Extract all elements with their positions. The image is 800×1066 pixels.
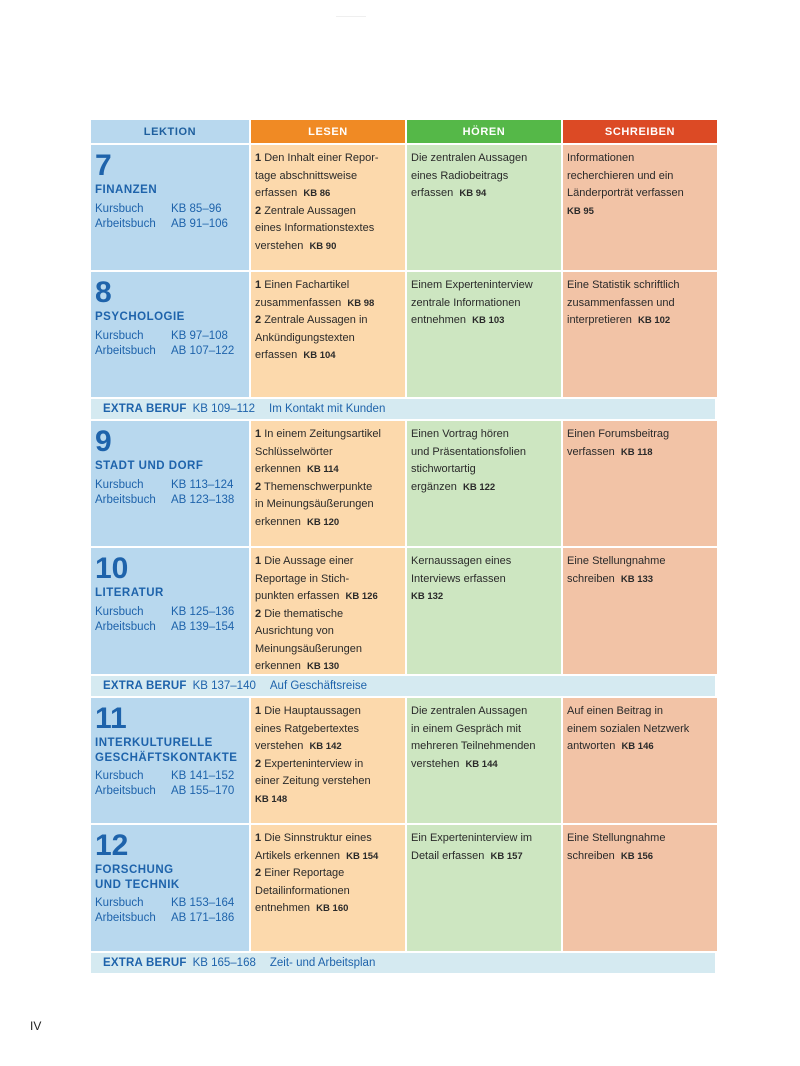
arbeitsbuch-ref <box>95 493 245 508</box>
kb-reference: KB 157 <box>490 850 523 862</box>
text-line: Eine Stellungnahme <box>567 832 666 844</box>
kursbuch-pages: KB 85–96 <box>171 202 222 215</box>
hoeren-cell <box>407 145 561 270</box>
lesson-row <box>91 145 715 270</box>
extra-label: EXTRA BERUF <box>103 403 187 415</box>
kb-reference: KB 130 <box>307 661 340 672</box>
lesen-cell <box>251 145 405 270</box>
arbeitsbuch-pages: AB 139–154 <box>171 620 235 633</box>
extra-topic: Auf Geschäftsreise <box>269 680 368 692</box>
text-line: Ein Experteninterview im <box>411 832 533 844</box>
text-line: Meinungsäußerungen <box>255 642 363 655</box>
text-line: Zentrale Aussagen <box>264 204 356 217</box>
arbeitsbuch-label: Arbeitsbuch <box>95 620 156 633</box>
arbeitsbuch-ref <box>95 620 245 635</box>
text-line: PSYCHOLOGIE <box>95 311 185 323</box>
lesson-row <box>91 825 715 951</box>
text-line: Die Aussage einer <box>264 555 354 567</box>
kb-reference: KB 146 <box>621 741 654 752</box>
lesson-number: 8 <box>95 276 112 309</box>
arbeitsbuch-ref <box>95 344 245 359</box>
schreiben-cell <box>563 698 717 823</box>
text-line: recherchieren und ein <box>567 169 674 182</box>
text-line: Artikels erkennen <box>255 849 340 862</box>
kb-reference: KB 148 <box>255 793 288 805</box>
arbeitsbuch-label: Arbeitsbuch <box>95 344 156 357</box>
text-line: eines Informationstextes <box>255 222 375 234</box>
kb-reference: KB 156 <box>620 850 654 862</box>
item-number: 2 <box>255 480 262 493</box>
text-line: Einen Vortrag hören <box>411 428 509 440</box>
text-line: Die thematische <box>264 607 344 620</box>
text-line: erkennen <box>255 515 301 528</box>
schreiben-cell <box>563 825 717 951</box>
item-number: 2 <box>255 204 262 217</box>
text-line: erfassen <box>255 187 298 199</box>
text-line: Einer Reportage <box>264 867 345 879</box>
lesson-title <box>95 183 245 198</box>
kb-reference: KB 122 <box>463 481 496 493</box>
kb-reference: KB 120 <box>307 516 340 528</box>
text-line: Die Sinnstruktur eines <box>264 832 372 844</box>
extra-label: EXTRA BERUF <box>103 680 187 692</box>
header-hoeren: HÖREN <box>407 120 561 143</box>
kursbuch-label: Kursbuch <box>95 897 144 909</box>
text-line: erkennen <box>255 660 301 672</box>
kursbuch-label: Kursbuch <box>95 202 144 215</box>
lesen-cell <box>251 825 405 951</box>
kursbuch-ref <box>95 896 245 911</box>
lesson-title <box>95 586 245 601</box>
text-line: entnehmen <box>255 902 311 914</box>
text-line: Reportage in Stich- <box>255 572 350 585</box>
kursbuch-label: Kursbuch <box>95 605 144 618</box>
lesen-cell <box>251 548 405 674</box>
schreiben-cell <box>563 421 717 546</box>
kb-reference: KB 154 <box>346 850 379 862</box>
text-line: erkennen <box>255 463 301 475</box>
text-line: GESCHÄFTSKONTAKTE <box>95 751 238 764</box>
text-line: und Präsentationsfolien <box>411 445 526 458</box>
kursbuch-pages: KB 97–108 <box>171 329 228 342</box>
lesson-number: 9 <box>95 425 112 458</box>
kb-reference: KB 118 <box>620 446 653 458</box>
text-line: Länderporträt verfassen <box>567 187 684 199</box>
text-line: entnehmen <box>411 314 467 326</box>
arbeitsbuch-ref <box>95 217 245 232</box>
extra-label: EXTRA BERUF <box>103 957 187 969</box>
item-number: 2 <box>255 867 262 879</box>
text-line: verstehen <box>255 740 304 752</box>
page-top-mark <box>336 16 366 17</box>
text-line: antworten <box>567 740 616 752</box>
arbeitsbuch-pages: AB 123–138 <box>171 493 235 506</box>
text-line: in einem Gespräch mit <box>411 722 522 735</box>
arbeitsbuch-label: Arbeitsbuch <box>95 493 156 506</box>
kb-reference: KB 132 <box>411 591 444 602</box>
text-line: schreiben <box>567 849 615 862</box>
text-line: eines Ratgebertextes <box>255 722 359 735</box>
lektion-cell <box>91 825 249 951</box>
lektion-cell <box>91 145 249 270</box>
item-number: 1 <box>255 555 262 567</box>
text-line: Eine Stellungnahme <box>567 555 666 567</box>
schreiben-cell <box>563 145 717 270</box>
item-number: 1 <box>255 832 262 844</box>
text-line: Auf einen Beitrag in <box>567 705 664 717</box>
item-number: 2 <box>255 314 262 326</box>
text-line: Experteninterview in <box>264 757 364 770</box>
kb-reference: KB 94 <box>459 188 487 199</box>
table-of-contents <box>91 120 715 973</box>
lesson-rows <box>91 145 715 973</box>
text-line: UND TECHNIK <box>95 878 180 891</box>
text-line: zusammenfassen <box>255 296 342 309</box>
book-references <box>95 769 245 799</box>
text-line: Einen Forumsbeitrag <box>567 428 670 440</box>
lesen-cell <box>251 698 405 823</box>
kb-reference: KB 114 <box>307 464 339 475</box>
text-line: Ausrichtung von <box>255 625 334 637</box>
text-line: Die Hauptaussagen <box>264 705 361 717</box>
text-line: in Meinungsäußerungen <box>255 498 374 510</box>
page-number: IV <box>30 1019 42 1033</box>
kb-reference: KB 160 <box>316 903 349 914</box>
text-line: Den Inhalt einer Repor- <box>264 152 379 164</box>
kursbuch-ref <box>95 769 245 784</box>
text-line: einem sozialen Netzwerk <box>567 722 690 735</box>
lesson-row <box>91 421 715 546</box>
text-line: Schlüsselwörter <box>255 445 333 458</box>
item-number: 1 <box>255 152 262 164</box>
text-line: verstehen <box>411 757 460 770</box>
text-line: stichwortartig <box>411 463 476 475</box>
text-line: zentrale Informationen <box>411 296 521 309</box>
kursbuch-label: Kursbuch <box>95 770 144 782</box>
item-number: 1 <box>255 279 262 291</box>
arbeitsbuch-ref <box>95 911 245 926</box>
lesson-row <box>91 548 715 674</box>
kursbuch-pages: KB 153–164 <box>171 897 235 909</box>
lektion-cell <box>91 548 249 674</box>
kursbuch-pages: KB 125–136 <box>171 605 235 618</box>
kb-reference: KB 90 <box>309 240 337 252</box>
text-line: mehreren Teilnehmenden <box>411 740 536 752</box>
extra-topic: Zeit- und Arbeitsplan <box>269 957 376 969</box>
kb-reference: KB 133 <box>620 573 654 585</box>
item-number: 2 <box>255 607 262 620</box>
arbeitsbuch-pages: AB 91–106 <box>171 217 228 230</box>
arbeitsbuch-label: Arbeitsbuch <box>95 785 156 797</box>
text-line: einer Zeitung verstehen <box>255 775 371 787</box>
book-references <box>95 202 245 232</box>
text-line: Interviews erfassen <box>411 572 506 585</box>
lesson-title <box>95 863 245 892</box>
lesson-number: 12 <box>95 829 129 862</box>
lektion-cell <box>91 272 249 397</box>
item-number: 1 <box>255 705 262 717</box>
header-lektion: LEKTION <box>91 120 249 143</box>
text-line: FINANZEN <box>95 184 158 196</box>
text-line: schreiben <box>567 572 615 585</box>
lektion-cell <box>91 698 249 823</box>
hoeren-cell <box>407 825 561 951</box>
text-line: In einem Zeitungsartikel <box>264 428 381 440</box>
text-line: Einen Fachartikel <box>264 279 350 291</box>
text-line: STADT UND DORF <box>95 460 204 472</box>
header-lesen: LESEN <box>251 120 405 143</box>
text-line: zusammenfassen und <box>567 296 675 309</box>
arbeitsbuch-pages: AB 155–170 <box>171 785 235 797</box>
text-line: Kernaussagen eines <box>411 555 512 567</box>
text-line: Einem Experteninterview <box>411 279 533 291</box>
item-number: 1 <box>255 428 262 440</box>
text-line: Detailinformationen <box>255 884 350 897</box>
extra-topic: Im Kontakt mit Kunden <box>269 403 386 415</box>
book-references <box>95 605 245 635</box>
kb-reference: KB 98 <box>347 297 375 309</box>
text-line: tage abschnittsweise <box>255 169 358 182</box>
lesson-number: 10 <box>95 552 129 585</box>
schreiben-cell <box>563 548 717 674</box>
lesen-cell <box>251 272 405 397</box>
text-line: Eine Statistik schriftlich <box>567 279 680 291</box>
text-line: verstehen <box>255 239 304 252</box>
kb-reference: KB 86 <box>303 188 331 199</box>
kursbuch-pages: KB 141–152 <box>171 770 235 782</box>
kb-reference: KB 104 <box>303 350 336 361</box>
lesson-row <box>91 272 715 397</box>
text-line: Detail erfassen <box>411 849 485 862</box>
kb-reference: KB 95 <box>567 205 594 217</box>
book-references <box>95 329 245 359</box>
kb-reference: KB 126 <box>345 591 378 602</box>
text-line: erfassen <box>255 349 298 361</box>
kursbuch-label: Kursbuch <box>95 478 144 491</box>
text-line: Themenschwerpunkte <box>263 480 373 493</box>
text-line: Zentrale Aussagen in <box>264 314 368 326</box>
text-line: Informationen <box>567 152 635 164</box>
hoeren-cell <box>407 548 561 674</box>
arbeitsbuch-pages: AB 171–186 <box>171 912 235 924</box>
lektion-cell <box>91 421 249 546</box>
kb-reference: KB 144 <box>465 758 498 770</box>
text-line: Die zentralen Aussagen <box>411 152 528 164</box>
arbeitsbuch-pages: AB 107–122 <box>171 344 235 357</box>
header-schreiben: SCHREIBEN <box>563 120 717 143</box>
kursbuch-pages: KB 113–124 <box>171 478 234 491</box>
schreiben-cell <box>563 272 717 397</box>
extra-beruf-bar <box>91 953 715 973</box>
extra-kb-pages: KB 109–112 <box>192 403 256 415</box>
text-line: erfassen <box>411 187 454 199</box>
extra-beruf-bar <box>91 676 715 696</box>
text-line: Ankündigungstexten <box>255 331 355 344</box>
text-line: Die zentralen Aussagen <box>411 705 528 717</box>
text-line: ergänzen <box>411 480 457 493</box>
hoeren-cell <box>407 698 561 823</box>
extra-beruf-bar <box>91 399 715 419</box>
lesson-title <box>95 736 245 765</box>
kb-reference: KB 103 <box>472 315 505 326</box>
text-line: punkten erfassen <box>255 590 340 602</box>
lesson-number: 7 <box>95 149 112 182</box>
text-line: FORSCHUNG <box>95 864 174 876</box>
item-number: 2 <box>255 757 262 770</box>
book-references <box>95 896 245 926</box>
lesson-title <box>95 310 245 325</box>
text-line: INTERKULTURELLE <box>95 737 213 749</box>
kb-reference: KB 142 <box>309 741 342 752</box>
table-header <box>91 120 715 143</box>
lesen-cell <box>251 421 405 546</box>
arbeitsbuch-label: Arbeitsbuch <box>95 912 156 924</box>
text-line: verfassen <box>567 445 615 458</box>
text-line: LITERATUR <box>95 587 164 599</box>
text-line: interpretieren <box>567 314 632 326</box>
kursbuch-ref <box>95 329 245 344</box>
kursbuch-ref <box>95 202 245 217</box>
hoeren-cell <box>407 272 561 397</box>
extra-kb-pages: KB 137–140 <box>192 680 256 692</box>
extra-kb-pages: KB 165–168 <box>192 957 256 969</box>
kursbuch-ref <box>95 605 245 620</box>
kursbuch-label: Kursbuch <box>95 329 144 342</box>
arbeitsbuch-label: Arbeitsbuch <box>95 217 156 230</box>
hoeren-cell <box>407 421 561 546</box>
lesson-number: 11 <box>95 702 127 735</box>
text-line: eines Radiobeitrags <box>411 169 509 182</box>
arbeitsbuch-ref <box>95 784 245 799</box>
kb-reference: KB 102 <box>637 315 671 326</box>
lesson-row <box>91 698 715 823</box>
lesson-title <box>95 459 245 474</box>
book-references <box>95 478 245 508</box>
kursbuch-ref <box>95 478 245 493</box>
